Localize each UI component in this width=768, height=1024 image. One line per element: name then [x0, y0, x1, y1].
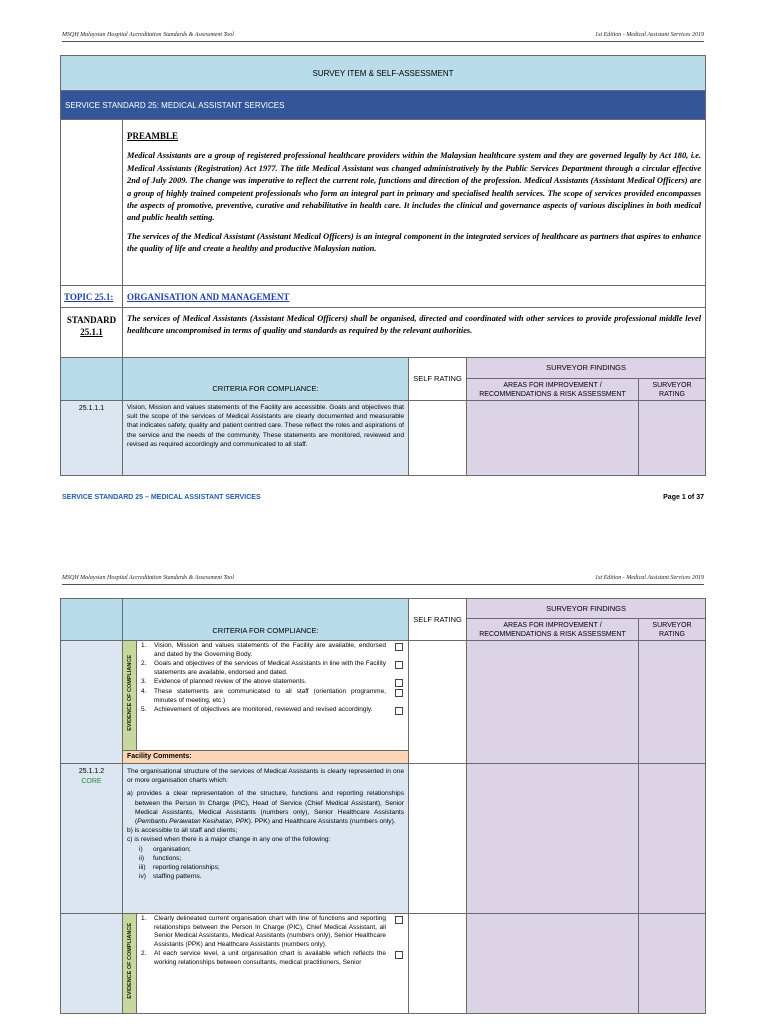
criteria-subitem-text: reporting relationships; — [153, 864, 220, 872]
evidence-checkbox[interactable] — [395, 643, 403, 651]
survey-title: SURVEY ITEM & SELF-ASSESSMENT — [61, 56, 706, 91]
evidence-item-text: Evidence of planned review of the above statements. — [154, 678, 307, 686]
topic-label: TOPIC 25.1: — [61, 286, 123, 308]
self-rating-cell[interactable] — [409, 914, 467, 1014]
footer-left-text: SERVICE STANDARD 25 – MEDICAL ASSISTANT SERVICES — [62, 494, 261, 501]
criteria-subitem — [139, 845, 404, 854]
evidence-item-number: 2. — [141, 950, 147, 958]
evidence-item-text: Achievement of objectives are monitored, reviewed and revised accordingly. — [154, 706, 373, 714]
criteria-subitem-text: organisation; — [153, 845, 191, 853]
standard-number: 25.1.1 — [80, 327, 103, 337]
evidence-item — [137, 642, 408, 659]
surveyor-rating-header: SURVEYOR RATING — [639, 379, 706, 401]
areas-cell[interactable] — [467, 764, 639, 914]
evidence-item-number: 2. — [141, 660, 147, 668]
criteria-intro: The organisational structure of the services of Medical Assistants is clearly represented in one or more organisation charts which: — [127, 768, 405, 785]
areas-cell[interactable] — [467, 641, 639, 764]
criteria-subitem-number: iii) — [139, 864, 146, 872]
evidence-checkbox[interactable] — [395, 916, 403, 924]
criteria-number: 25.1.1.2 — [78, 768, 105, 775]
evidence-list — [137, 915, 408, 968]
evidence-list-cell — [137, 641, 409, 751]
criteria-subitem — [139, 863, 404, 872]
surveyor-rating-cell[interactable] — [639, 914, 706, 1014]
topic-title: ORGANISATION AND MANAGEMENT — [123, 286, 706, 308]
criteria-number-cell — [61, 764, 123, 914]
page2-table — [60, 598, 706, 1014]
criteria-number: 25.1.1.1 — [61, 401, 123, 476]
evidence-item — [137, 660, 408, 677]
evidence-checkbox[interactable] — [395, 951, 403, 959]
footer-page-number: Page 1 of 37 — [663, 494, 704, 501]
criteria-subitem — [139, 872, 404, 881]
page1-table — [60, 55, 706, 476]
colhead-blank — [61, 599, 123, 641]
criteria-subitem-number: ii) — [139, 854, 145, 862]
criteria-item-a — [127, 789, 404, 826]
evidence-label: EVIDENCE OF COMPLIANCE — [126, 923, 133, 999]
evidence-checkbox[interactable] — [395, 679, 403, 687]
evidence-item-number: 1. — [141, 915, 147, 922]
criteria-item-a-text: a) provides a clear representation of the structure, functions and reporting relationships between the Person In Charge (PIC), Head of Service (Chief Medical Assistant), Senior Medical Assistants, Medical Assistants (numbers only), Senior Healthcare Assistants ( — [127, 790, 405, 826]
colhead-blank — [61, 358, 123, 401]
evidence-list-cell — [137, 914, 409, 1014]
criteria-header: CRITERIA FOR COMPLIANCE: — [123, 358, 409, 401]
preamble-cell — [123, 120, 706, 286]
criteria-item-b: b) is accessible to all staff and clients; — [127, 827, 238, 835]
areas-header: AREAS FOR IMPROVEMENT / RECOMMENDATIONS & RISK ASSESSMENT — [467, 619, 639, 641]
surveyor-rating-header: SURVEYOR RATING — [639, 619, 706, 641]
facility-comments[interactable]: Facility Comments: — [123, 751, 409, 764]
evidence-label-cell — [123, 914, 137, 1014]
evidence-item-number: 3. — [141, 678, 147, 686]
evidence-item-number: 1. — [141, 642, 147, 649]
header-left-text: MSQH Malaysian Hospital Accreditation Standards & Assessment Tool — [62, 575, 234, 581]
evidence-item-text: At each service level, a unit organisation chart is available which reflects the working relationships between consultants, medical practitioners, Senior — [154, 950, 387, 966]
surveyor-rating-cell[interactable] — [639, 764, 706, 914]
criteria-subitem-text: functions; — [153, 854, 182, 862]
evidence-label: EVIDENCE OF COMPLIANCE — [126, 655, 133, 731]
criteria-item-a-text-end: ). PPK) and Healthcare Assistants (numbers only). — [248, 818, 396, 826]
evidence-item-text: Goals and objectives of the services of Medical Assistants in line with the Facility statements are available, endorsed and dated. — [154, 660, 387, 676]
evidence-item-text: Vision, Mission and values statements of the Facility are available, endorsed and dated by the Governing Body. — [154, 642, 387, 658]
self-rating-cell[interactable] — [409, 401, 467, 476]
standard-label-cell — [61, 308, 123, 358]
areas-cell[interactable] — [467, 914, 639, 1014]
areas-cell[interactable] — [467, 401, 639, 476]
evidence-number-cell — [61, 641, 123, 764]
evidence-item — [137, 915, 408, 949]
evidence-item-number: 5. — [141, 706, 147, 714]
evidence-item-text: Clearly delineated current organisation chart with line of functions and reporting relationships between the Person In Charge (PIC), Chief Medical Assistant, all Senior Medical Assistants, Medical Assistants (numbers only), Senior Healthcare Assistants (PPK) and Healthcare Assistants (numbers only). — [154, 915, 387, 948]
surveyor-findings-header: SURVEYOR FINDINGS — [467, 358, 706, 379]
evidence-checkbox[interactable] — [395, 707, 403, 715]
standard-label: STANDARD — [66, 315, 117, 325]
criteria-header: CRITERIA FOR COMPLIANCE: — [123, 599, 409, 641]
surveyor-rating-cell[interactable] — [639, 401, 706, 476]
criteria-text-cell — [123, 764, 409, 914]
criteria-item-c: c) is revised when there is a major change in any one of the following: — [127, 836, 331, 844]
areas-header: AREAS FOR IMPROVEMENT / RECOMMENDATIONS & RISK ASSESSMENT — [467, 379, 639, 401]
criteria-subitem-text: staffing patterns. — [153, 873, 202, 881]
evidence-list — [137, 642, 408, 715]
criteria-subitem-number: iv) — [139, 873, 146, 881]
evidence-item — [137, 678, 408, 687]
evidence-checkbox[interactable] — [395, 661, 403, 669]
evidence-item — [137, 706, 408, 715]
preamble-left-cell — [61, 120, 123, 286]
core-badge: CORE — [81, 778, 102, 785]
criteria-item-a-italic: Pembantu Perawatan Kesihatan, PPK — [137, 818, 249, 826]
evidence-item — [137, 950, 408, 967]
evidence-number-cell — [61, 914, 123, 1014]
standard-text: The services of Medical Assistants (Assistant Medical Officers) shall be organised, directed and coordinated with other services to provide professional middle level healthcare uncompromised in terms of quality and standards as required by the relevant authorities. — [123, 308, 706, 358]
self-rating-cell[interactable] — [409, 641, 467, 764]
criteria-subitem-number: i) — [139, 845, 143, 853]
self-rating-header: SELF RATING — [409, 358, 467, 401]
header-right-text: 1st Edition - Medical Assistant Services 2019 — [595, 575, 704, 581]
evidence-item — [137, 688, 408, 705]
self-rating-cell[interactable] — [409, 764, 467, 914]
header-right-text: 1st Edition - Medical Assistant Services 2019 — [595, 32, 704, 38]
header-rule — [62, 41, 704, 42]
preamble-paragraph-1: Medical Assistants are a group of registered professional healthcare providers within the Malaysian healthcare system and they are governed legally by Act 180, i.e. Medical Assistants (Registration) Act 1977. The title Medical Assistant was changed administratively by the Public Services Department through a circular effective 2nd of July 2009. The change was imperative to reflect the current role, functions and direction of the profession. Medical Assistants (Assistant Medical Officers) are a group of highly trained competent professionals who form an integral part in primary and specialised health services. The scope of services provided encompasses the aspects of promotive, preventive, curative and rehabilitative in health care. It includes the clinical and governance aspects of various disciplines in both medical and public health setting. — [127, 151, 702, 223]
criteria-subitem — [139, 854, 404, 863]
preamble-paragraph-2: The services of the Medical Assistant (Assistant Medical Officers) is an integral component in the integrated services of healthcare as partners that aspires to enhance the quality of life and create a healthy and productive Malaysian nation. — [127, 231, 702, 254]
surveyor-rating-cell[interactable] — [639, 641, 706, 764]
evidence-checkbox[interactable] — [395, 689, 403, 697]
header-left-text: MSQH Malaysian Hospital Accreditation Standards & Assessment Tool — [62, 32, 234, 38]
evidence-item-number: 4. — [141, 687, 147, 695]
preamble-title: PREAMBLE — [127, 131, 179, 141]
evidence-item-text: These statements are communicated to all staff (orientation programme, minutes of meeting, etc.) — [154, 687, 387, 704]
criteria-text: Vision, Mission and values statements of the Facility are accessible. Goals and objectives that suit the scope of the services of Medical Assistants are clearly documented and measurable that indicates safety, quality and patient centred care. These reflect the roles and aspirations of the service and the needs of the community. These statements are monitored, reviewed and revised as required accordingly and communicated to all staff. — [123, 401, 409, 476]
self-rating-header: SELF RATING — [409, 599, 467, 641]
service-standard-title: SERVICE STANDARD 25: MEDICAL ASSISTANT SERVICES — [61, 91, 706, 120]
header-rule — [62, 584, 704, 585]
criteria-subitems — [127, 845, 404, 882]
evidence-label-cell — [123, 641, 137, 751]
surveyor-findings-header: SURVEYOR FINDINGS — [467, 599, 706, 619]
